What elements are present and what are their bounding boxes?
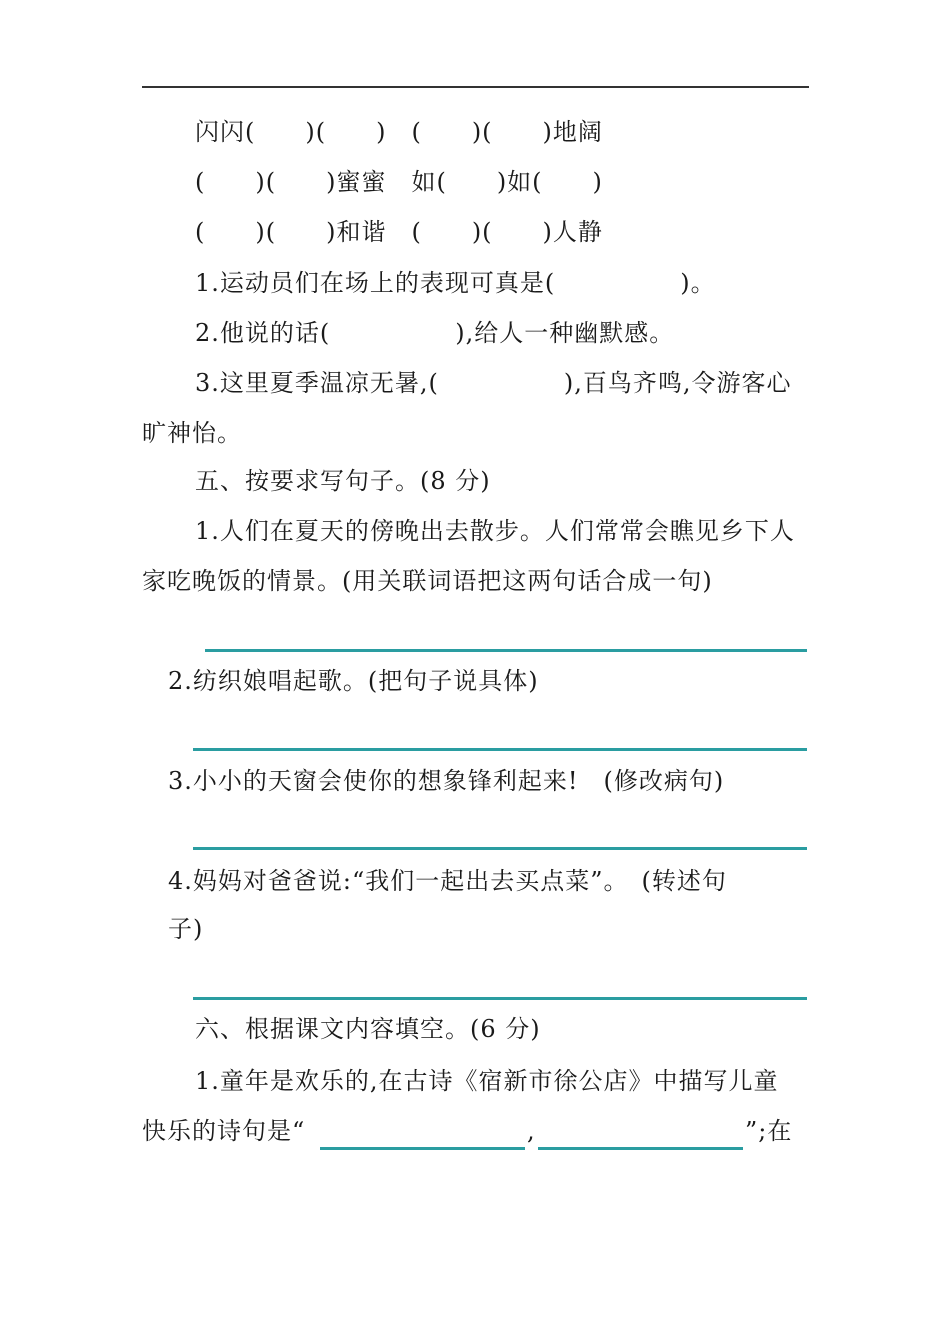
question-6-1: 1.童年是欢乐的,在古诗《宿新市徐公店》中描写儿童 [195,1067,779,1095]
question-5-4-cont: 子) [168,915,204,943]
section-5-title: 五、按要求写句子。(8 分) [195,467,491,495]
idiom-line-3: ( )( )和谐 ( )( )人静 [195,218,603,246]
question-6-1-suffix: ”;在 [745,1117,793,1145]
answer-line-5-1[interactable] [205,649,807,652]
question-5-2: 2.纺织娘唱起歌。(把句子说具体) [168,667,539,695]
poem-blank-1[interactable] [320,1147,525,1150]
question-5-3: 3.小小的天窗会使你的想象锋利起来! (修改病句) [168,767,725,795]
fill-sentence-2: 2.他说的话( ),给人一种幽默感。 [195,319,675,347]
question-6-1-prefix: 快乐的诗句是“ [142,1117,306,1145]
answer-line-5-4[interactable] [193,997,807,1000]
question-5-1-cont: 家吃晚饭的情景。(用关联词语把这两句话合成一句) [142,567,713,595]
fill-sentence-3-cont: 旷神怡。 [142,419,242,447]
fill-sentence-1: 1.运动员们在场上的表现可真是( )。 [195,269,716,297]
poem-blank-2[interactable] [538,1147,743,1150]
section-6-title: 六、根据课文内容填空。(6 分) [195,1015,541,1043]
header-rule [142,86,809,88]
answer-line-5-3[interactable] [193,847,807,850]
answer-line-5-2[interactable] [193,748,807,751]
question-5-1: 1.人们在夏天的傍晚出去散步。人们常常会瞧见乡下人 [195,517,795,545]
question-6-1-comma: , [527,1117,536,1145]
idiom-line-1: 闪闪( )( ) ( )( )地阔 [195,118,603,146]
idiom-line-2: ( )( )蜜蜜 如( )如( ) [195,168,603,196]
question-5-4: 4.妈妈对爸爸说:“我们一起出去买点菜”。 (转述句 [168,867,727,895]
fill-sentence-3: 3.这里夏季温凉无暑,( ),百鸟齐鸣,令游客心 [195,369,792,397]
